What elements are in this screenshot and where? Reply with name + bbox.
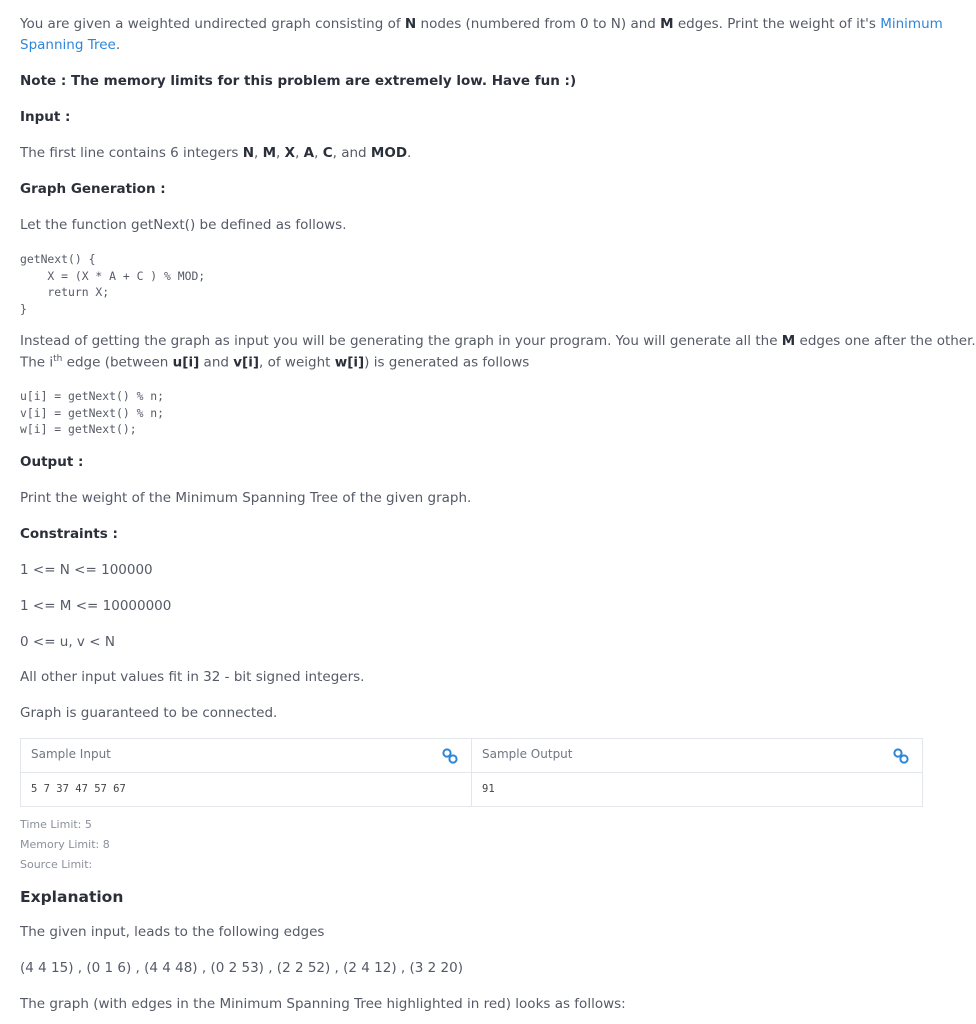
output-heading: Output : bbox=[20, 454, 84, 470]
intro-prefix: You are given a weighted undirected graph consisting of bbox=[20, 16, 405, 32]
intro-line-2 bbox=[20, 37, 120, 53]
desc1-m: M bbox=[781, 333, 796, 349]
desc2-sup: th bbox=[53, 354, 63, 364]
desc2-a: The i bbox=[20, 354, 54, 371]
edge-gen-code-block: u[i] = getNext() % n; v[i] = getNext() % n; w[i] = getNext(); bbox=[20, 389, 165, 436]
input-prefix: The first line contains 6 integers bbox=[20, 145, 243, 161]
input-var-m: M bbox=[262, 145, 277, 161]
constraint-item: 1 <= N <= 100000 bbox=[20, 562, 153, 578]
intro-n: N bbox=[404, 16, 417, 32]
graph-gen-heading: Graph Generation : bbox=[20, 181, 166, 197]
desc2-d: , of weight bbox=[259, 354, 335, 371]
constraint-item: 0 <= u, v < N bbox=[20, 634, 115, 650]
explanation-edges: (4 4 15) , (0 1 6) , (4 4 48) , (0 2 53) , (2 2 52) , (2 4 12) , (3 2 20) bbox=[20, 960, 463, 976]
sample-input-cell bbox=[21, 773, 472, 806]
graph-gen-desc-line-2 bbox=[20, 354, 529, 371]
intro-m: M bbox=[660, 16, 674, 32]
intro-mid1: nodes (numbered from 0 to N) and bbox=[416, 16, 661, 32]
memory-note: Note : The memory limits for this problem are extremely low. Have fun :) bbox=[20, 73, 577, 89]
desc2-b: edge (between bbox=[62, 354, 173, 371]
constraint-item: Graph is guaranteed to be connected. bbox=[20, 705, 278, 721]
input-heading: Input : bbox=[20, 109, 71, 125]
input-var-mod: MOD bbox=[370, 145, 408, 161]
sample-input-value: 5 7 37 47 57 67 bbox=[31, 783, 126, 795]
copy-link-icon[interactable] bbox=[892, 747, 910, 765]
input-end: . bbox=[407, 145, 412, 161]
desc1-post: edges one after the other. bbox=[795, 333, 976, 349]
sample-output-header bbox=[472, 739, 922, 773]
intro-mid2: edges. Print the weight of it's bbox=[673, 16, 881, 32]
constraint-item: All other input values fit in 32 - bit signed integers. bbox=[20, 669, 365, 685]
mst-link-part2[interactable]: Spanning Tree bbox=[20, 37, 116, 53]
getnext-code-block: getNext() { X = (X * A + C ) % MOD; return X; } bbox=[20, 252, 206, 316]
intro-end: . bbox=[115, 37, 121, 53]
input-var-c: C bbox=[322, 145, 333, 161]
explanation-line-1: The given input, leads to the following edges bbox=[20, 924, 325, 940]
sample-input-label: Sample Input bbox=[31, 747, 111, 761]
source-limit: Source Limit: bbox=[20, 858, 93, 871]
desc2-w: w[i] bbox=[334, 354, 365, 371]
sample-output-label: Sample Output bbox=[482, 747, 573, 761]
mst-link-part1[interactable]: Minimum bbox=[880, 16, 943, 32]
explanation-heading: Explanation bbox=[20, 888, 124, 906]
sample-output-value: 91 bbox=[482, 783, 495, 795]
desc2-c: and bbox=[199, 354, 234, 371]
constraints-heading: Constraints : bbox=[20, 526, 118, 542]
desc1-pre: Instead of getting the graph as input you will be generating the graph in your program. You will generate all the bbox=[20, 333, 782, 349]
input-var-x: X bbox=[284, 145, 296, 161]
desc2-v: v[i] bbox=[233, 354, 260, 371]
desc2-u: u[i] bbox=[172, 354, 200, 371]
intro-line-1 bbox=[20, 16, 943, 32]
input-var-n: N bbox=[242, 145, 255, 161]
sample-output-cell bbox=[472, 773, 922, 806]
desc2-e: ) is generated as follows bbox=[364, 354, 530, 371]
explanation-line-3: The graph (with edges in the Minimum Spanning Tree highlighted in red) looks as follows: bbox=[20, 996, 626, 1012]
graph-gen-desc-line-1 bbox=[20, 333, 976, 349]
memory-limit: Memory Limit: 8 bbox=[20, 838, 110, 851]
output-desc: Print the weight of the Minimum Spanning Tree of the given graph. bbox=[20, 490, 472, 506]
copy-link-icon[interactable] bbox=[441, 747, 459, 765]
input-and: , and bbox=[332, 145, 371, 161]
time-limit: Time Limit: 5 bbox=[20, 818, 92, 831]
constraint-item: 1 <= M <= 10000000 bbox=[20, 598, 172, 614]
input-var-a: A bbox=[303, 145, 315, 161]
graph-gen-intro: Let the function getNext() be defined as follows. bbox=[20, 217, 347, 233]
sample-table bbox=[20, 738, 923, 807]
sample-input-header bbox=[21, 739, 472, 773]
input-desc: The first line contains 6 integers N, M, X, A, C, and MOD. bbox=[20, 145, 412, 161]
